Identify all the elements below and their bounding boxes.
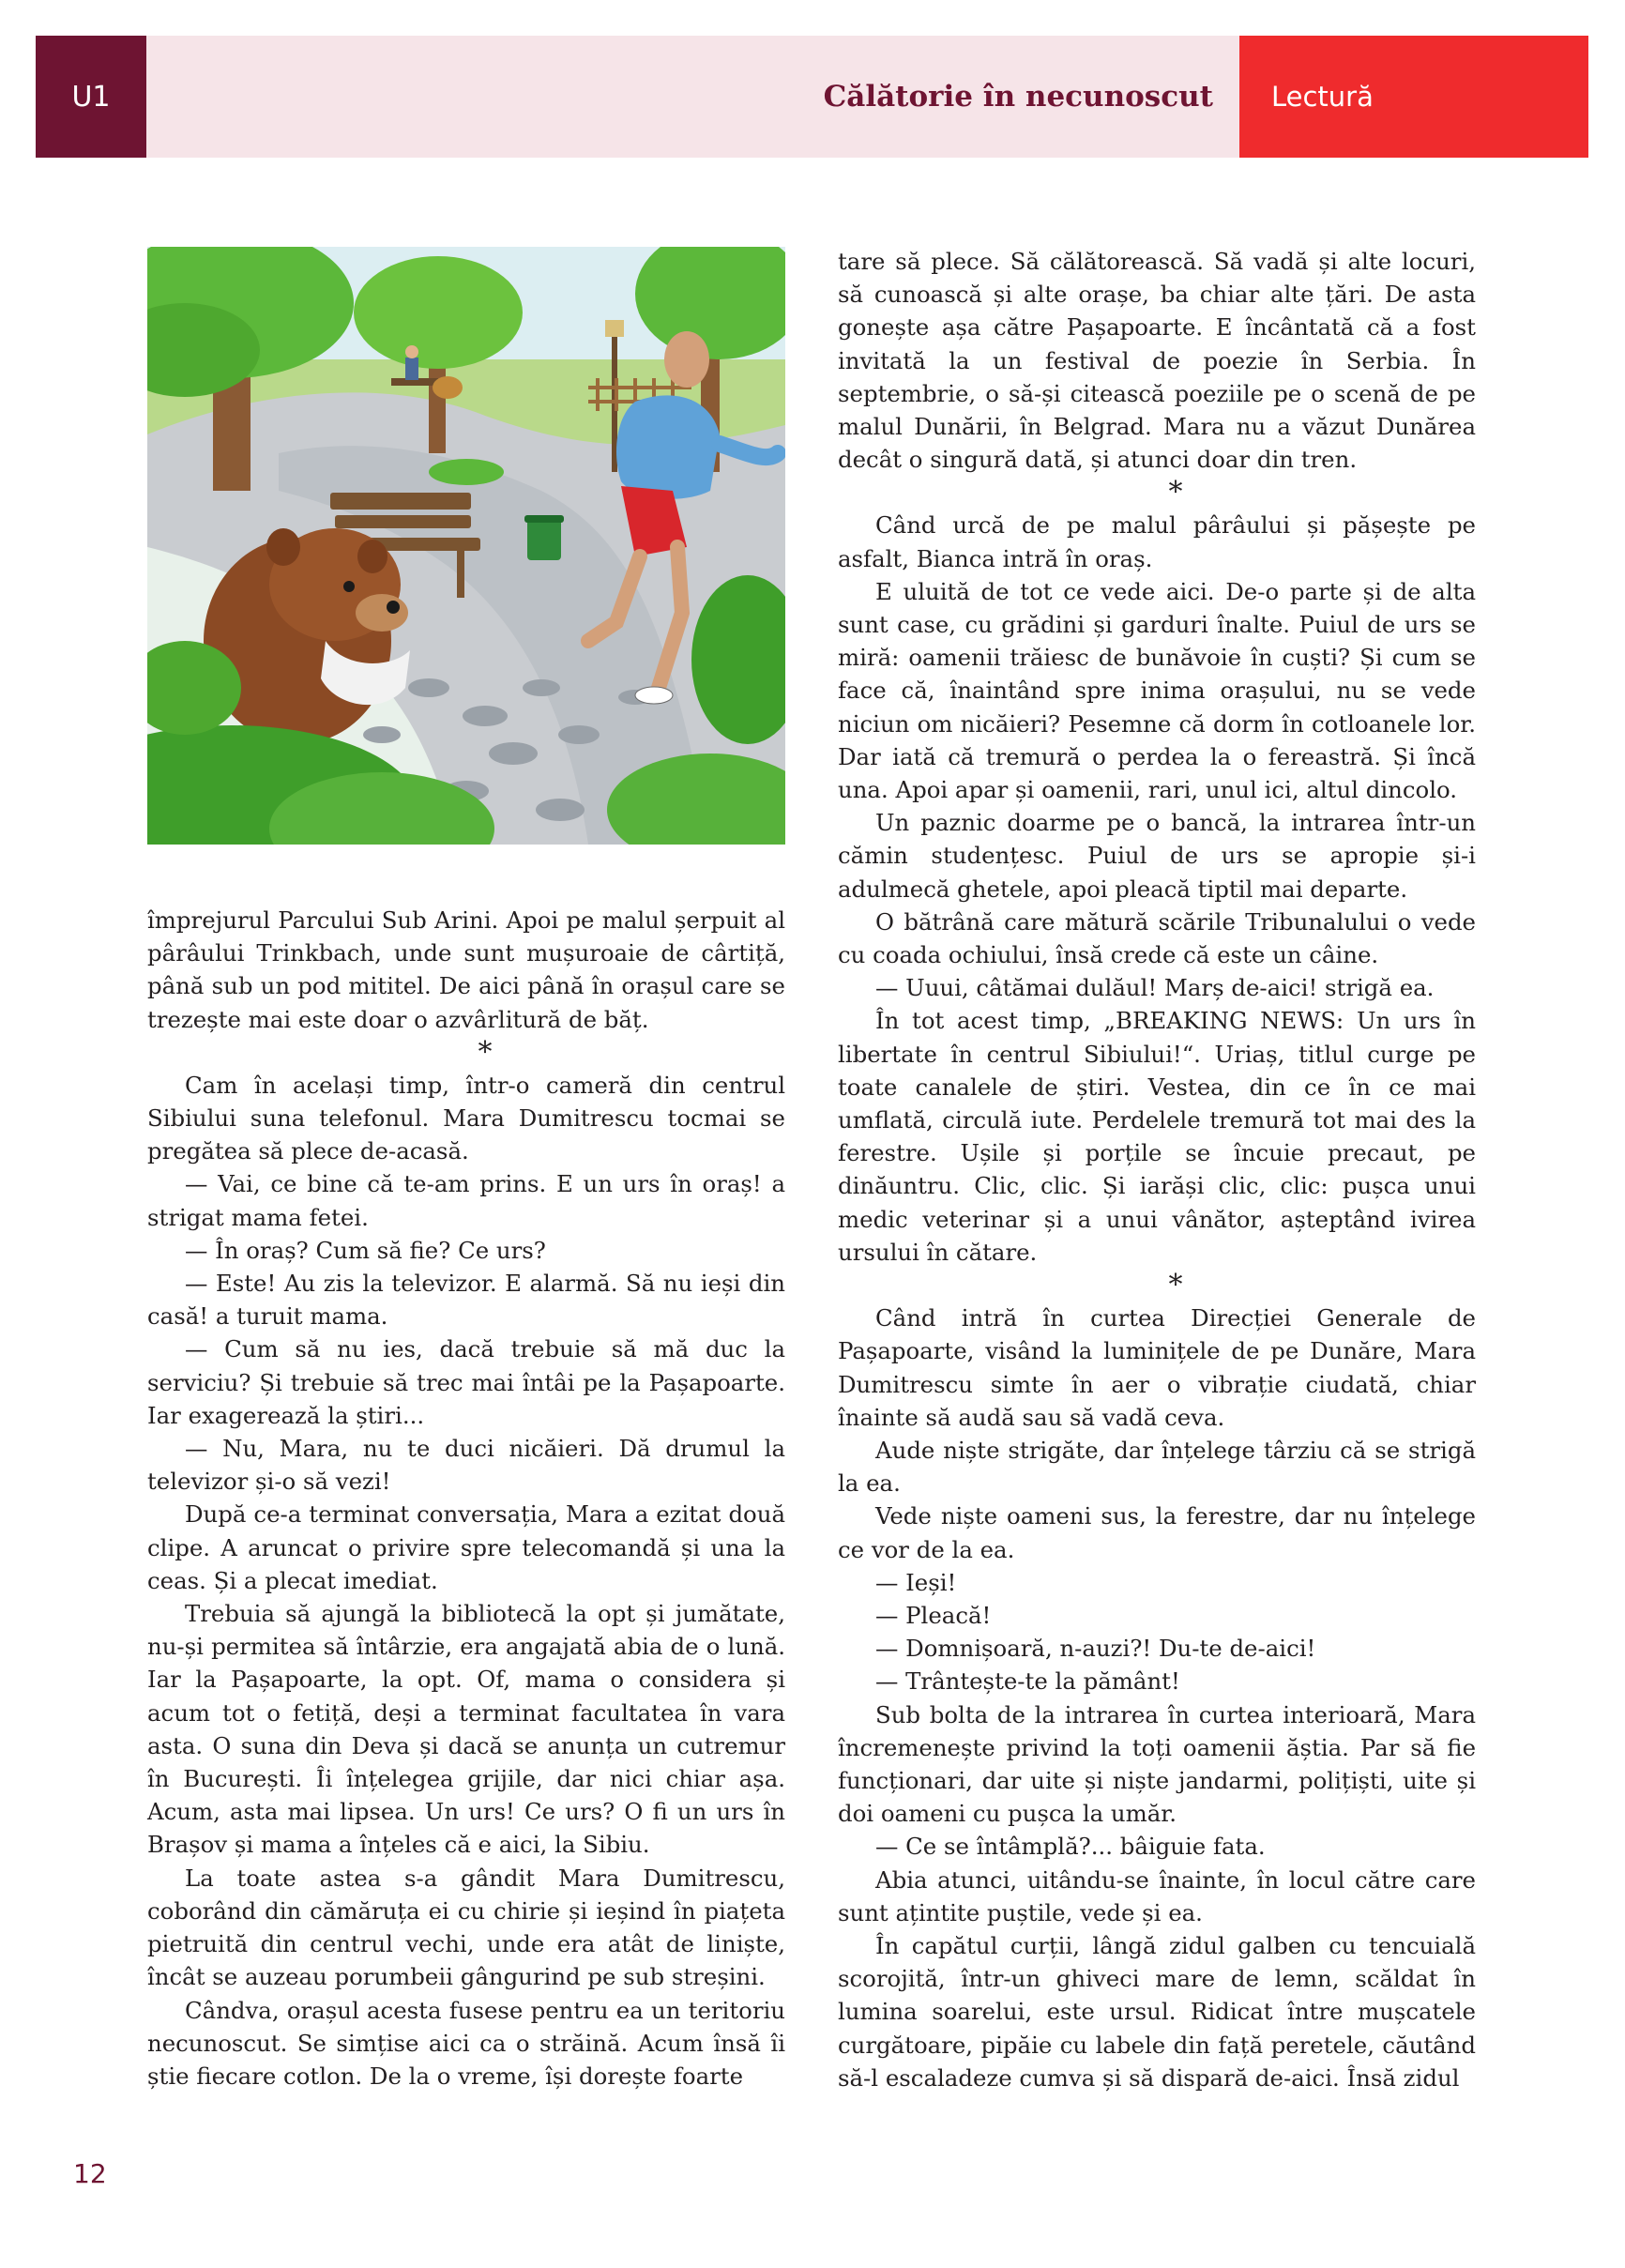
paragraph: Cam în același timp, într-o cameră din centrul Sibiului suna telefonul. Mara Dumitrescu tocmai se pregătea să plece de-acasă. <box>147 1071 785 1165</box>
page-number: 12 <box>73 2158 107 2189</box>
dialogue-line: — Nu, Mara, nu te duci nicăieri. Dă drumul la televizor și-o să vezi! <box>147 1435 785 1496</box>
dialogue-line: — Pleacă! <box>875 1601 992 1629</box>
paragraph: Cândva, orașul acesta fusese pentru ea un teritoriu necunoscut. Se simțise aici ca o străină. Acum însă îi știe fiecare cotlon. De la o vreme, își dorește foarte <box>147 1996 785 2090</box>
paragraph: Când intră în curtea Direcției Generale de Pașapoarte, visând la luminițele de pe Dunăre, Mara Dumitrescu simte în aer o vibrație ciudată, chiar înainte să audă sau să vadă ceva. <box>838 1304 1476 1431</box>
unit-badge: U1 <box>36 36 146 158</box>
section-separator: * <box>1168 476 1183 510</box>
paragraph: împrejurul Parcului Sub Arini. Apoi pe malul șerpuit al pârâului Trinkbach, unde sunt mușuroaie de cârtiță, până sub un pod mititel. De aici până în orașul care se trezește mai este doar o azvârlitură de băț. <box>147 906 785 1033</box>
dialogue-line: — Este! Au zis la televizor. E alarmă. Să nu ieși din casă! a turuit mama. <box>147 1270 785 1331</box>
paragraph: Aude niște strigăte, dar înțelege târziu că se strigă la ea. <box>838 1436 1476 1498</box>
paragraph: În tot acest timp, „BREAKING NEWS: Un urs în libertate în centrul Sibiului!“. Uriaș, titlul curge pe toate canalele de știri. Vestea, din ce în ce mai umflată, circulă iute. Perdelele tremură tot mai des la ferestre. Ușile și porțile se încuie precaut, pe dinăuntru. Clic, clic. Și iarăși clic, clic: pușca unui medic veterinar și a unui vânător, așteptând ivirea ursului în cătare. <box>838 1007 1476 1266</box>
dialogue-line: — Ce se întâmplă?... bâiguie fata. <box>875 1833 1266 1861</box>
dialogue-line: — Trântește-te la pământ! <box>875 1667 1180 1696</box>
paragraph: tare să plece. Să călătorească. Să vadă și alte locuri, să cunoască și alte orașe, ba chiar alte țări. De asta gonește așa către Pașapoarte. E încântată că a fost invitată la un festival de poezie în Serbia. În septembrie, o să-și citească poeziile pe o scenă de pe malul Dunării, în Belgrad. Mara nu a văzut Dunărea decât o singură dată, și atunci doar din tren. <box>838 248 1476 474</box>
paragraph: O bătrână care mătură scările Tribunalului o vede cu coada ochiului, însă crede că este un câine. <box>838 907 1476 969</box>
dialogue-line: — Ieși! <box>875 1568 957 1596</box>
chapter-title-band <box>146 36 1239 158</box>
page-header <box>36 36 1588 158</box>
paragraph: În capătul curții, lângă zidul galben cu tencuială scorojită, într-un ghiveci mare de lemn, scăldat în lumina soarelui, este ursul. Ridicat între mușcatele curgătoare, pipăie cu labele din față peretele, căutând să-l escaladeze cumva și să dispară de-aici. Însă zidul <box>838 1931 1476 2092</box>
paragraph: Abia atunci, uitându-se înainte, în locul către care sunt ațintite puștile, vede și ea. <box>838 1865 1476 1926</box>
right-text-column <box>838 245 1476 2094</box>
section-separator: * <box>478 1035 493 1069</box>
section-separator: * <box>1168 1269 1183 1302</box>
dialogue-line: — Uuui, câtămai dulăul! Marș de-aici! strigă ea. <box>875 974 1435 1002</box>
dialogue-line: — Vai, ce bine că te-am prins. E un urs în oraș! a strigat mama fetei. <box>147 1170 785 1231</box>
paragraph: Vede niște oameni sus, la ferestre, dar nu înțelege ce vor de la ea. <box>838 1502 1476 1563</box>
dialogue-line: — Domnișoară, n-auzi?! Du-te de-aici! <box>875 1635 1316 1663</box>
chapter-title: Călătorie în necunoscut <box>823 80 1213 114</box>
paragraph: La toate astea s-a gândit Mara Dumitrescu, coborând din cămăruța ei cu chirie și ieșind în piațeta pietruită din centrul vechi, unde era atât de liniște, încât se auzeau porumbeii gângurind pe sub streșini. <box>147 1864 785 1991</box>
paragraph: Sub bolta de la intrarea în curtea interioară, Mara încremenește privind la toți oamenii ăștia. Par să fie funcționari, dar uite și niște jandarmi, polițiști, uite și doi oameni cu pușca la umăr. <box>838 1700 1476 1828</box>
paragraph: După ce-a terminat conversația, Mara a ezitat două clipe. A aruncat o privire spre telecomandă și una la ceas. Și a plecat imediat. <box>147 1500 785 1594</box>
paragraph: Când urcă de pe malul pârâului și pășește pe asfalt, Bianca intră în oraș. <box>838 511 1476 572</box>
paragraph: E uluită de tot ce vede aici. De-o parte și de alta sunt case, cu grădini și garduri înalte. Puiul de urs se miră: oamenii trăiesc de bunăvoie în cuști? Și cum se face că, înaintând spre inima orașului, nu se vede niciun om nicăieri? Pesemne că dorm în cotloanele lor. Dar iată că tremură o perdea la o fereastră. Și încă una. Apoi apar și oamenii, rari, unul ici, altul dincolo. <box>838 577 1476 804</box>
paragraph: Trebuia să ajungă la bibliotecă la opt și jumătate, nu-și permitea să întârzie, era angajată abia de o lună. Iar la Pașapoarte, la opt. Of, mama o considera și acum tot o fetiță, deși a terminat facultatea în vara asta. O suna din Deva și dacă se anunța un cutremur în București. Îi înțelegea grijile, dar nici chiar așa. Acum, asta mai lipsea. Un urs! Ce urs? O fi un urs în Brașov și mama a înțeles că e aici, la Sibiu. <box>147 1600 785 1859</box>
dialogue-line: — Cum să nu ies, dacă trebuie să mă duc la serviciu? Și trebuie să trec mai întâi pe la Pașapoarte. Iar exagerează la știri... <box>147 1335 785 1429</box>
section-label: Lectură <box>1239 36 1588 158</box>
park-bear-illustration <box>147 247 785 845</box>
paragraph: Un paznic doarme pe o bancă, la intrarea într-un cămin studențesc. Puiul de urs se apropie și-i adulmecă ghetele, apoi pleacă tiptil mai departe. <box>838 809 1476 903</box>
left-text-column <box>147 904 785 2093</box>
dialogue-line: — În oraș? Cum să fie? Ce urs? <box>185 1236 546 1264</box>
